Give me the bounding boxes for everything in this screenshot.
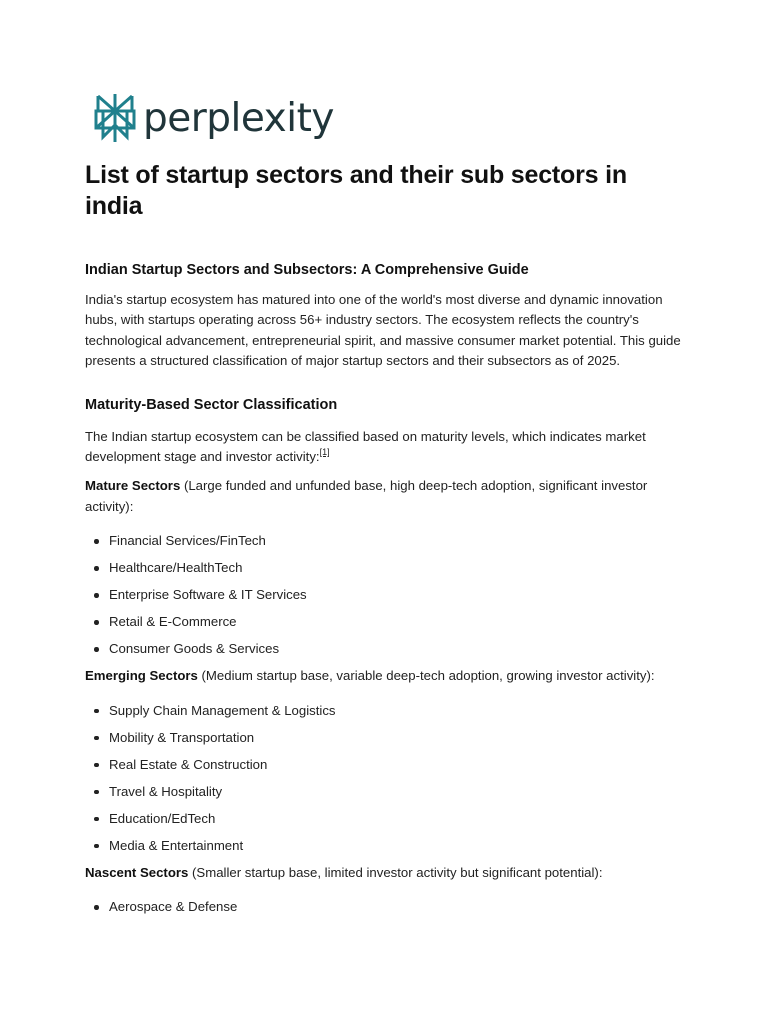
perplexity-logo-icon bbox=[93, 92, 137, 144]
nascent-sectors-desc: (Smaller startup base, limited investor activity but significant potential): bbox=[188, 864, 603, 880]
mature-sectors-paragraph bbox=[85, 476, 685, 517]
intro-paragraph: India's startup ecosystem has matured into one of the world's most diverse and dynamic innovation hubs, with startups operating across 56+ industry sectors. The ecosystem reflects the country's technological advancement, entrepreneurial spirit, and massive consumer market potential. This guide presents a structured classification of major startup sectors and their subsectors as of 2025. bbox=[85, 292, 681, 369]
list-item: Retail & E-Commerce bbox=[85, 612, 685, 632]
document-content bbox=[85, 160, 685, 924]
list-item: Aerospace & Defense bbox=[85, 897, 685, 917]
emerging-sectors-paragraph bbox=[85, 666, 685, 686]
list-item: Enterprise Software & IT Services bbox=[85, 585, 685, 605]
list-item: Consumer Goods & Services bbox=[85, 639, 685, 659]
emerging-sectors-label: Emerging Sectors bbox=[85, 668, 198, 684]
mature-sectors-list bbox=[85, 531, 685, 659]
nascent-sectors-list bbox=[85, 897, 685, 917]
emerging-sectors-desc: (Medium startup base, variable deep-tech adoption, growing investor activity): bbox=[197, 668, 655, 684]
perplexity-logo bbox=[93, 92, 334, 144]
section-heading-maturity: Maturity-Based Sector Classification bbox=[85, 396, 338, 413]
nascent-sectors-paragraph bbox=[85, 863, 685, 883]
emerging-sectors-list bbox=[85, 701, 685, 856]
list-item: Mobility & Transportation bbox=[85, 728, 685, 748]
maturity-intro-text: The Indian startup ecosystem can be classified based on maturity levels, which indicates market development stage and investor activity: bbox=[85, 428, 646, 465]
list-item: Real Estate & Construction bbox=[85, 755, 685, 775]
brand-wordmark: perplexity bbox=[143, 95, 334, 141]
page-title: List of startup sectors and their sub sectors in india bbox=[85, 161, 627, 220]
list-item: Travel & Hospitality bbox=[85, 782, 685, 802]
list-item: Supply Chain Management & Logistics bbox=[85, 701, 685, 721]
mature-sectors-desc: (Large funded and unfunded base, high deep-tech adoption, significant investor activity): bbox=[85, 478, 648, 514]
nascent-sectors-label: Nascent Sectors bbox=[85, 864, 189, 880]
list-item: Financial Services/FinTech bbox=[85, 531, 685, 551]
list-item: Media & Entertainment bbox=[85, 836, 685, 856]
section-heading-guide: Indian Startup Sectors and Subsectors: A Comprehensive Guide bbox=[85, 262, 529, 278]
citation-link[interactable]: [1] bbox=[319, 447, 330, 458]
maturity-intro-paragraph bbox=[85, 427, 685, 468]
list-item: Education/EdTech bbox=[85, 809, 685, 829]
mature-sectors-label: Mature Sectors bbox=[85, 478, 181, 494]
list-item: Healthcare/HealthTech bbox=[85, 558, 685, 578]
citation-1 bbox=[320, 447, 330, 457]
